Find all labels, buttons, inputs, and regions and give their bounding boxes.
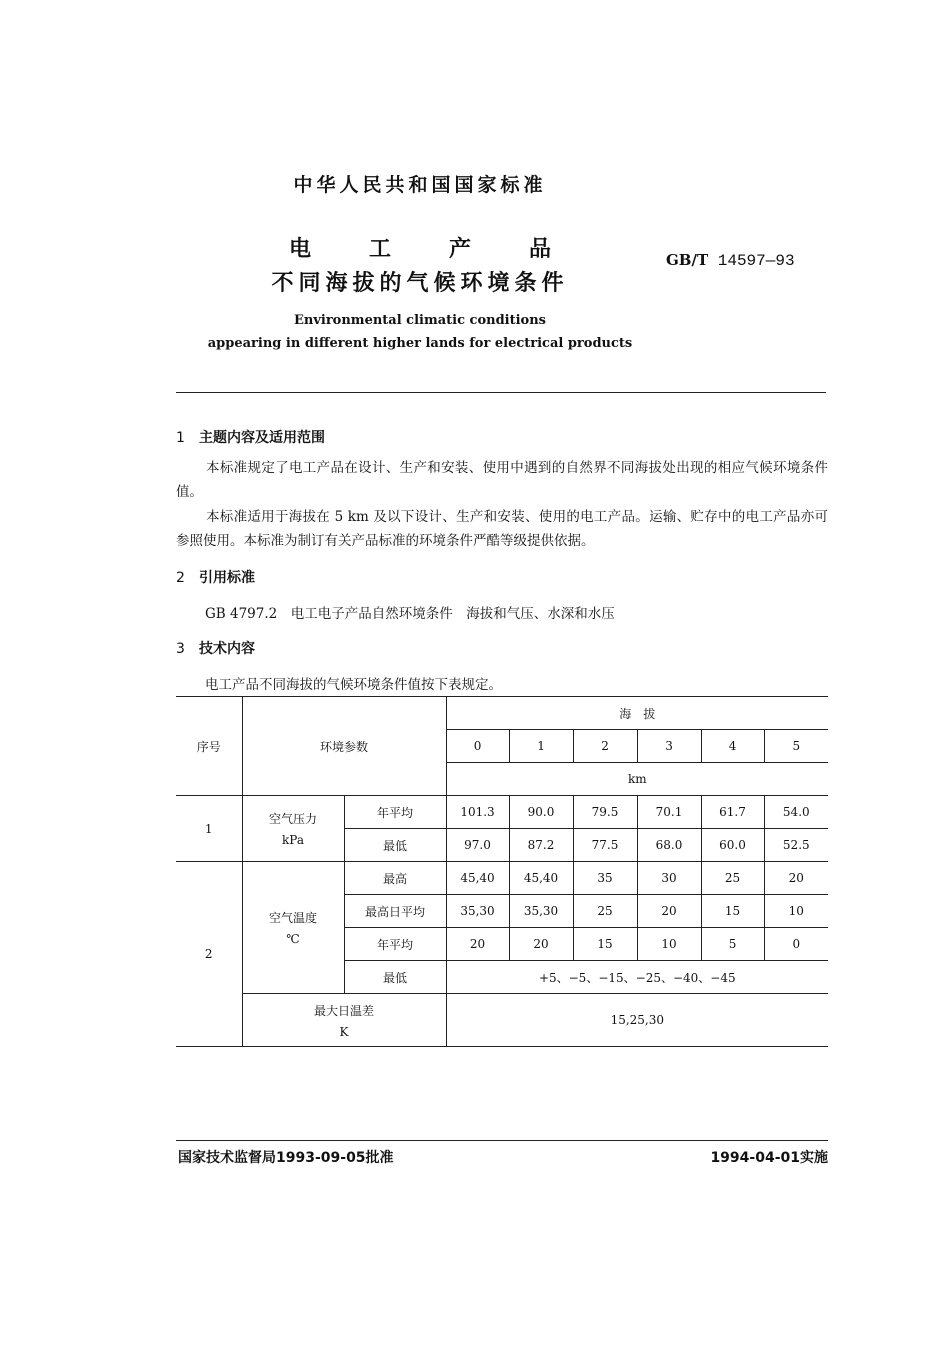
standard-code — [666, 251, 795, 270]
document-title-line1: 电工产品 — [288, 237, 609, 262]
subparameter-label: 最低 — [344, 829, 446, 862]
data-cell: 45,40 — [446, 862, 509, 895]
data-cell: 10 — [637, 928, 701, 961]
row-index: 2 — [176, 862, 242, 1047]
section-1-paragraph-1: 本标准规定了电工产品在设计、生产和安装、使用中遇到的自然界不同海拔处出现的相应气候环境条件值。 — [176, 460, 828, 500]
data-cell: 101.3 — [446, 796, 509, 829]
altitude-value: 5 — [764, 730, 828, 763]
header-parameter: 环境参数 — [242, 697, 446, 796]
data-cell: 87.2 — [509, 829, 573, 862]
data-cell: 15 — [573, 928, 637, 961]
max-daily-diff-values: 15,25,30 — [446, 994, 828, 1047]
data-cell: 25 — [701, 862, 764, 895]
altitude-value: 3 — [637, 730, 701, 763]
table-intro: 电工产品不同海拔的气候环境条件值按下表规定。 — [205, 677, 502, 693]
document-title-line2: 不同海拔的气候环境条件 — [271, 271, 569, 296]
pressure-parameter — [242, 796, 344, 862]
data-cell: 20 — [637, 895, 701, 928]
temperature-unit: ℃ — [286, 932, 300, 946]
data-cell: 35,30 — [509, 895, 573, 928]
subparameter-label: 最高 — [344, 862, 446, 895]
section-title: 主题内容及适用范围 — [199, 430, 325, 446]
national-standard-heading: 中华人民共和国国家标准 — [293, 174, 547, 196]
altitude-value: 2 — [573, 730, 637, 763]
altitude-value: 0 — [446, 730, 509, 763]
data-cell: 20 — [509, 928, 573, 961]
data-cell: 61.7 — [701, 796, 764, 829]
data-cell: 20 — [764, 862, 828, 895]
subparameter-label: 最低 — [344, 961, 446, 994]
section-2-heading — [176, 567, 255, 587]
section-3-heading — [176, 638, 255, 658]
data-cell: 30 — [637, 862, 701, 895]
header-index: 序号 — [176, 697, 242, 796]
data-cell: 97.0 — [446, 829, 509, 862]
data-cell: 35,30 — [446, 895, 509, 928]
climate-conditions-table — [176, 696, 828, 1047]
temperature-name: 空气温度 — [268, 911, 317, 925]
data-cell: 79.5 — [573, 796, 637, 829]
section-1-heading — [176, 427, 325, 447]
subparameter-label: 最高日平均 — [344, 895, 446, 928]
pressure-unit: kPa — [282, 833, 304, 847]
data-cell: 60.0 — [701, 829, 764, 862]
data-cell: 52.5 — [764, 829, 828, 862]
implementation-date: 1994-04-01实施 — [710, 1150, 828, 1166]
section-title: 技术内容 — [199, 641, 255, 657]
section-title: 引用标准 — [199, 570, 255, 586]
subparameter-label: 年平均 — [344, 796, 446, 829]
data-cell: 70.1 — [637, 796, 701, 829]
data-cell: 77.5 — [573, 829, 637, 862]
data-cell: 20 — [446, 928, 509, 961]
referenced-standard: GB 4797.2 电工电子产品自然环境条件 海拔和气压、水深和水压 — [205, 606, 615, 622]
section-number: 3 — [176, 641, 185, 657]
standard-code-prefix: GB/T — [666, 251, 709, 269]
section-1-paragraph-2: 本标准适用于海拔在 5 km 及以下设计、生产和安装、使用的电工产品。运输、贮存中的电工产品亦可参照使用。本标准为制订有关产品标准的环境条件严酷等级提供依据。 — [176, 509, 828, 549]
pressure-name: 空气压力 — [268, 812, 317, 826]
section-number: 1 — [176, 430, 185, 446]
data-cell: 35 — [573, 862, 637, 895]
approval-date: 国家技术监督局1993-09-05批准 — [178, 1150, 394, 1166]
max-daily-diff-name: 最大日温差 — [314, 1003, 375, 1018]
data-cell: 90.0 — [509, 796, 573, 829]
altitude-unit: km — [446, 763, 828, 796]
english-title-line1: Environmental climatic conditions — [293, 313, 546, 328]
temperature-parameter — [242, 862, 344, 994]
english-title-line2: appearing in different higher lands for electrical products — [207, 336, 633, 351]
standard-code-number: 14597—93 — [717, 252, 795, 270]
section-number: 2 — [176, 570, 185, 586]
altitude-value: 4 — [701, 730, 764, 763]
header-altitude: 海 拔 — [446, 697, 828, 730]
header-divider — [176, 392, 826, 393]
lowest-temperature-values: +5、−5、−15、−25、−40、−45 — [446, 961, 828, 994]
data-cell: 10 — [764, 895, 828, 928]
max-daily-diff-unit: K — [339, 1024, 349, 1039]
footer-divider — [176, 1140, 828, 1141]
data-cell: 25 — [573, 895, 637, 928]
data-cell: 5 — [701, 928, 764, 961]
max-daily-diff-parameter — [242, 994, 446, 1047]
altitude-value: 1 — [509, 730, 573, 763]
subparameter-label: 年平均 — [344, 928, 446, 961]
data-cell: 0 — [764, 928, 828, 961]
data-cell: 45,40 — [509, 862, 573, 895]
data-cell: 15 — [701, 895, 764, 928]
data-cell: 68.0 — [637, 829, 701, 862]
row-index: 1 — [176, 796, 242, 862]
data-cell: 54.0 — [764, 796, 828, 829]
